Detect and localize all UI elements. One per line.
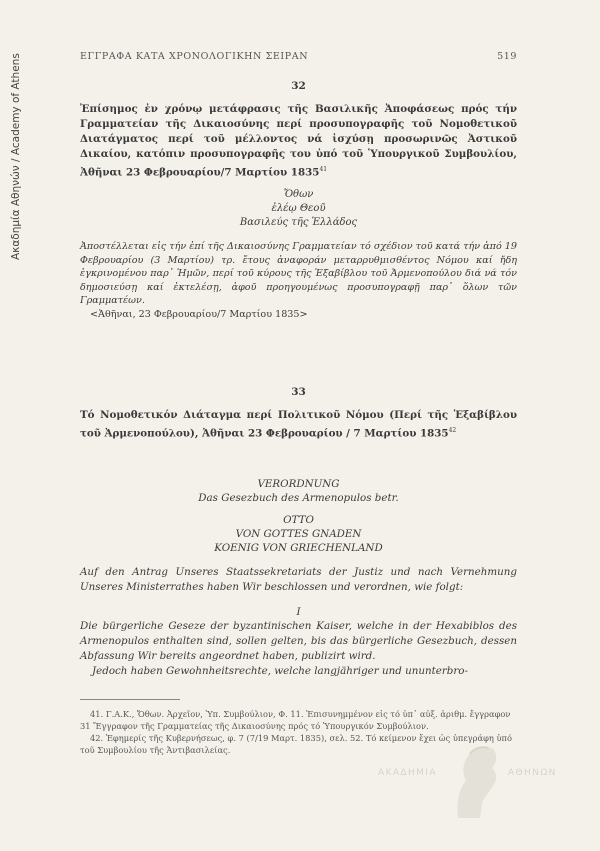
document-number-33: 33	[291, 385, 306, 398]
ruler-title: Βασιλεύς τῆς Ἑλλάδος	[239, 217, 358, 229]
footnote-ref-42: 42	[448, 426, 457, 434]
verordnung-heading: VERORDNUNG	[257, 478, 340, 491]
otto-heading: OTTO	[283, 514, 314, 527]
footnote-41: 41. Γ.Α.Κ., Ὄθων. Ἀρχεῖον, Ὑπ. Συμβούλιον, Φ. 11. Ἐπισυνημμένον εἰς τό ὑπ᾽ αὐξ. ἀριθμ. ἔγγραφον 31 Ἔγγραφον τῆς Γραμματείας τῆς Δικαιοσύνης πρός τό Ὑπουργικόν Συμβούλιον.	[80, 709, 511, 732]
archive-side-label	[6, 40, 28, 260]
watermark-left-word: ΑΚΑΔΗΜΙΑ	[378, 768, 437, 778]
document-33-title	[80, 408, 517, 441]
footnote-ref-41: 41	[319, 166, 328, 173]
ruler-grace: ἐλέῳ Θεοῦ	[271, 203, 326, 215]
page-number: 519	[497, 51, 517, 62]
gottes-gnaden: VON GOTTES GNADEN	[235, 528, 362, 541]
document-32-title-text: Ἐπίσημος ἐν χρόνῳ μετάφρασις τῆς Βασιλικῆς Ἀποφάσεως πρός τήν Γραμματείαν τῆς Δικαιοσύνης περί προσυπογραφῆς τοῦ Νομοθετικοῦ Διατάγματος περί τοῦ μέλλοντος νά ἰσχύσῃ προσωρινῶς Ἀστικοῦ Δικαίου, κατόπιν προσυπογραφῆς του ὑπό τοῦ Ὑπουργικοῦ Συμβουλίου, Ἀθῆναι 23 Φεβρουαρίου/7 Μαρτίου 1835	[80, 103, 517, 179]
article-text-continued: Jedoch haben Gewohnheitsrechte, welche langjähriger und ununterbro-	[92, 665, 468, 678]
verordnung-subject: Das Gesezbuch des Armenopulos betr.	[198, 492, 399, 505]
document-32-date: <Ἀθῆναι, 23 Φεβρουαρίου/7 Μαρτίου 1835>	[90, 308, 308, 320]
footnote-divider	[80, 699, 180, 700]
athena-head-icon	[448, 740, 503, 820]
running-title: ΕΓΓΡΑΦΑ ΚΑΤΑ ΧΡΟΝΟΛΟΓΙΚΗΝ ΣΕΙΡΑΝ	[80, 51, 309, 62]
document-32-body: Ἀποστέλλεται εἰς τήν ἐπί τῆς Δικαιοσύνης Γραμματείαν τό σχέδιον τοῦ κατά τήν ἀπό 19 Φεβρουαρίου (3 Μαρτίου) τρ. ἔτους ἀναφοράν μεταρρυθμισθέντος Νόμου καί ἤδη ἐγκρινομένου παρ᾽ Ἡμῶν, περί τοῦ κύρους τῆς Ἑξαβίβλου τοῦ Ἀρμενοπούλου διά νά τόν δημοσιεύσῃ καί ἐκτελέσῃ, ἀφοῦ προηγουμένως προσυπογραφῇ παρ᾽ ὅλων τῶν Γραμματέων.	[80, 241, 517, 307]
document-32-title	[80, 102, 517, 180]
document-number-32: 32	[291, 80, 306, 92]
side-label-text: Ακαδημία Αθηνών / Academy of Athens	[10, 53, 22, 260]
article-text: Die bürgerliche Geseze der byzantinischen Kaiser, welche in der Hexabiblos des Armenopulos enthalten sind, sollen gelten, bis das bürgerliche Gesezbuch, dessen Abfassung Wir bereits angeordnet haben, publizirt wird.	[80, 620, 517, 663]
footnote-42: 42. Ἐφημερίς τῆς Κυβερνήσεως, φ. 7 (7/19 Μαρτ. 1835), σελ. 52. Τό κείμενον ἔχει ὡς ὑπεγράφη ὑπό τοῦ Συμβουλίου τῆς Ἀντιβασιλείας.	[80, 733, 512, 756]
watermark-right-word: ΑΘΗΝΩΝ	[508, 768, 557, 778]
ruler-name: Ὄθων	[283, 189, 314, 201]
academy-watermark	[378, 738, 578, 828]
koenig-title: KOENIG VON GRIECHENLAND	[214, 542, 383, 555]
running-header	[80, 51, 517, 62]
page-content	[80, 74, 517, 756]
article-number: I	[296, 606, 301, 619]
document-33-title-text: Τό Νομοθετικόν Διάταγμα περί Πολιτικοῦ Νόμου (Περί τῆς Ἑξαβίβλου τοῦ Ἀρμενοπούλου), Ἀθῆναι 23 Φεβρουαρίου / 7 Μαρτίου 1835	[80, 408, 517, 440]
preamble: Auf den Antrag Unseres Staatssekretariats der Justiz und nach Vernehmung Unseres Ministerrathes haben Wir beschlossen und verordnen, wie folgt:	[80, 566, 517, 594]
